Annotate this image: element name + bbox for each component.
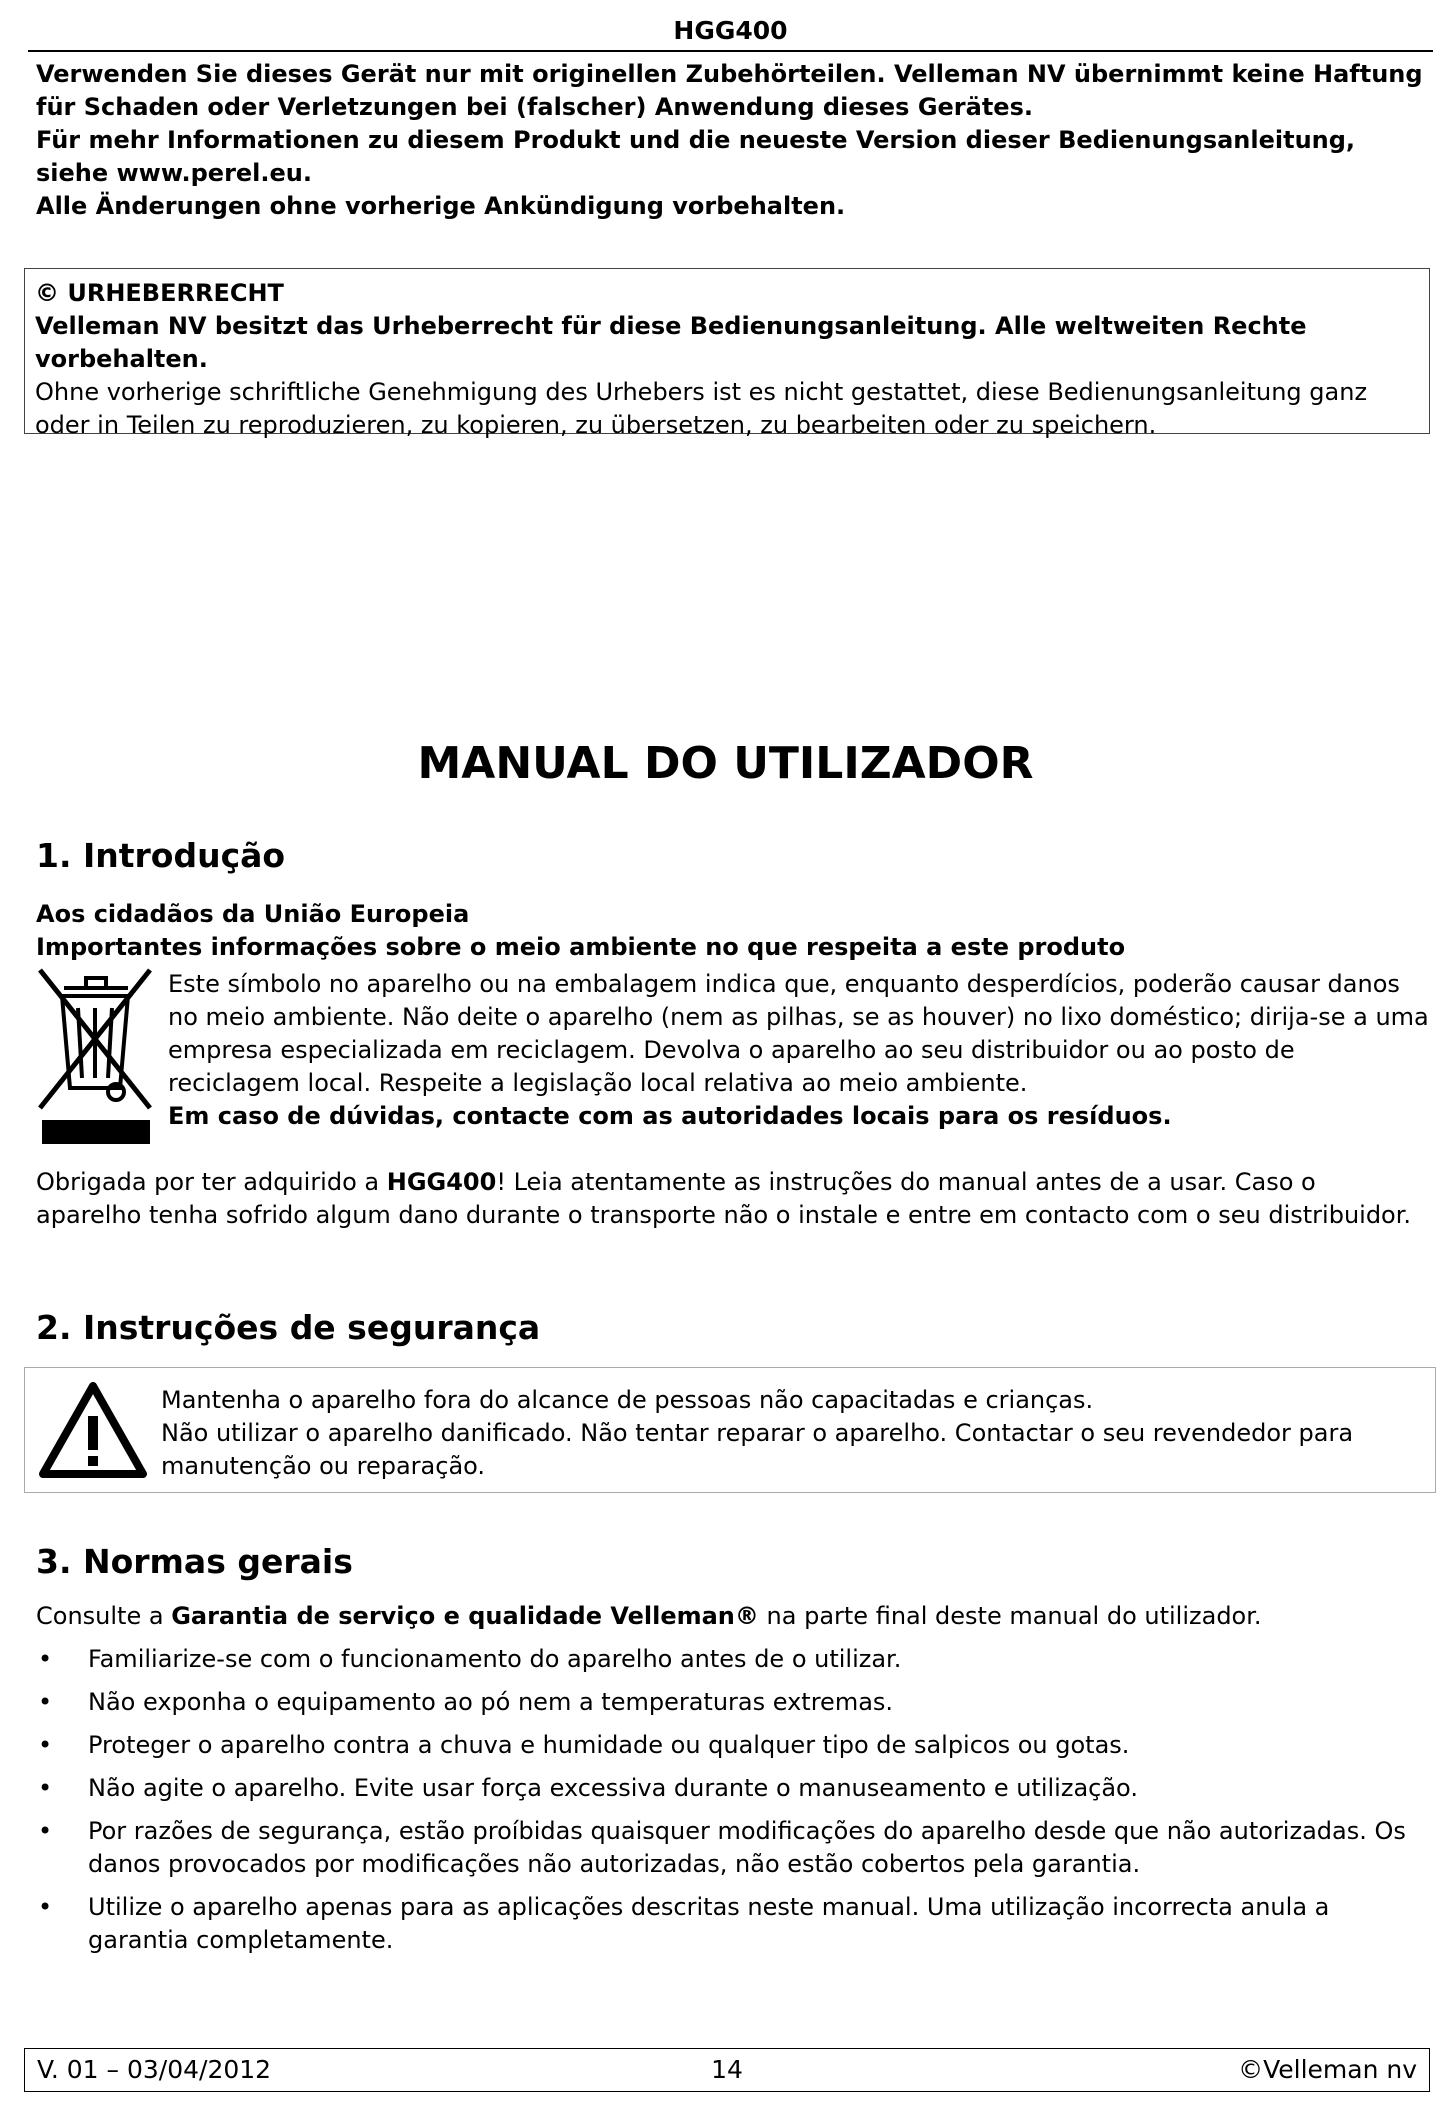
page-footer — [24, 2048, 1430, 2092]
intro-line-3: Alle Änderungen ohne vorherige Ankündigung vorbehalten. — [36, 192, 846, 220]
thanks-text-b: ! Leia atentamente as instruções do manual antes de a usar. Caso o aparelho tenha sofrido algum dano durante o transporte não o instale e entre em contacto com o seu distribuidor. — [36, 1168, 1412, 1229]
model-name: HGG400 — [673, 16, 788, 45]
copyright-title: © URHEBERRECHT — [35, 279, 284, 307]
weee-description — [168, 968, 1430, 1133]
copyright-box — [24, 268, 1430, 439]
list-item: • Familiarize-se com o funcionamento do aparelho antes de o utilizar. — [36, 1643, 1426, 1676]
general-intro-b: na parte final deste manual do utilizador. — [758, 1602, 1262, 1630]
eu-citizens-subheading: Aos cidadãos da União Europeia — [36, 900, 470, 928]
warranty-reference: Garantia de serviço e qualidade Velleman® — [171, 1602, 759, 1630]
environment-subheading: Importantes informações sobre o meio ambiente no que respeita a este produto — [36, 933, 1126, 961]
section-1-subheadings — [36, 898, 1426, 964]
thanks-model: HGG400 — [386, 1168, 497, 1196]
section-3-intro — [36, 1600, 1426, 1633]
page-number: 14 — [711, 2055, 743, 2084]
weee-bin-icon — [36, 968, 156, 1154]
safety-box — [24, 1367, 1436, 1493]
intro-line-1: Verwenden Sie dieses Gerät nur mit originellen Zubehörteilen. Velleman NV übernimmt keine Haftung für Schaden oder Verletzungen bei (falscher) Anwendung dieses Gerätes. — [36, 60, 1423, 121]
warning-triangle-icon — [39, 1380, 147, 1480]
weee-bold-text: Em caso de dúvidas, contacte com as autoridades locais para os resíduos. — [168, 1102, 1172, 1130]
list-item: • Utilize o aparelho apenas para as aplicações descritas neste manual. Uma utilização incorrecta anula a garantia completamente. — [36, 1891, 1426, 1957]
general-guidelines-list — [36, 1643, 1426, 1967]
manual-title: MANUAL DO UTILIZADOR — [417, 738, 1034, 789]
safety-line-1: Mantenha o aparelho fora do alcance de pessoas não capacitadas e crianças. — [161, 1386, 1094, 1414]
intro-line-2: Für mehr Informationen zu diesem Produkt und die neueste Version dieser Bedienungsanleitung, siehe www.perel.eu. — [36, 126, 1356, 187]
copyright-text: Ohne vorherige schriftliche Genehmigung des Urhebers ist es nicht gestattet, diese Bedienungsanleitung ganz oder in Teilen zu reproduzieren, zu kopieren, zu übersetzen, zu bearbeiten oder zu speichern. — [35, 378, 1368, 439]
section-2-heading: 2. Instruções de segurança — [36, 1308, 541, 1347]
list-item: • Por razões de segurança, estão proíbidas quaisquer modificações do aparelho desde que não autorizadas. Os danos provocados por modificações não autorizadas, não estão cobertos pela garantia. — [36, 1815, 1426, 1881]
thanks-text-a: Obrigada por ter adquirido a — [36, 1168, 387, 1196]
list-item: • Não exponha o equipamento ao pó nem a temperaturas extremas. — [36, 1686, 1426, 1719]
safety-text — [161, 1384, 1423, 1483]
section-3-heading: 3. Normas gerais — [36, 1542, 353, 1581]
copyright-bold-text: Velleman NV besitzt das Urheberrecht für diese Bedienungsanleitung. Alle weltweiten Rechte vorbehalten. — [35, 312, 1307, 373]
list-item: • Proteger o aparelho contra a chuva e humidade ou qualquer tipo de salpicos ou gotas. — [36, 1729, 1426, 1762]
section-1-heading: 1. Introdução — [36, 836, 286, 875]
intro-german — [36, 58, 1426, 223]
general-intro-a: Consulte a — [36, 1602, 172, 1630]
version-date: V. 01 – 03/04/2012 — [37, 2055, 272, 2084]
page-header — [28, 14, 1433, 52]
footer-copyright: ©Velleman nv — [1238, 2055, 1417, 2084]
list-item: • Não agite o aparelho. Evite usar força excessiva durante o manuseamento e utilização. — [36, 1772, 1426, 1805]
thanks-paragraph — [36, 1166, 1426, 1232]
weee-text: Este símbolo no aparelho ou na embalagem indica que, enquanto desperdícios, poderão causar danos no meio ambiente. Não deite o aparelho (nem as pilhas, se as houver) no lixo doméstico; dirija-se a uma empresa especializada em reciclagem. Devolva o aparelho ao seu distribuidor ou ao posto de reciclagem local. Respeite a legislação local relativa ao meio ambiente. — [168, 970, 1429, 1097]
safety-line-2: Não utilizar o aparelho danificado. Não tentar reparar o aparelho. Contactar o seu revendedor para manutenção ou reparação. — [161, 1419, 1354, 1480]
